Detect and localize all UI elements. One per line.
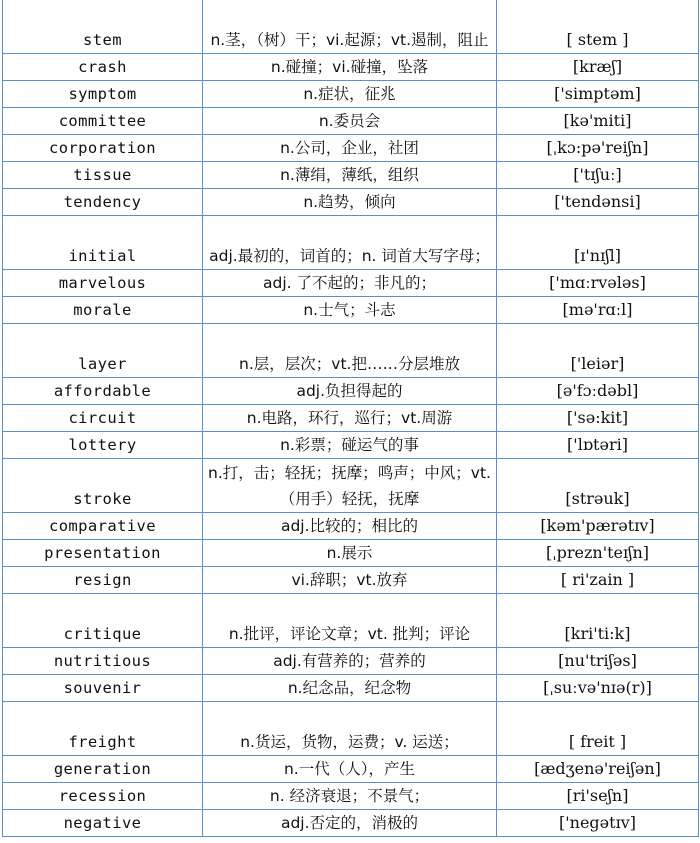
table-row <box>3 189 699 216</box>
definition-cell: n.货运，货物，运费；v. 运送； <box>203 702 497 756</box>
table-row <box>3 756 699 783</box>
phonetic-cell: [ɪ'nɪʃl] <box>497 216 699 270</box>
table-row <box>3 405 699 432</box>
phonetic-cell: [nu'triʃəs] <box>497 648 699 675</box>
word-cell: marvelous <box>3 270 203 297</box>
vocabulary-table <box>2 0 699 837</box>
table-row <box>3 324 699 378</box>
table-row <box>3 459 699 513</box>
definition-cell: n.公司，企业，社团 <box>203 135 497 162</box>
word-cell: souvenir <box>3 675 203 702</box>
table-row <box>3 675 699 702</box>
word-cell: stem <box>3 0 203 54</box>
definition-cell: n.薄绢，薄纸，组织 <box>203 162 497 189</box>
word-cell: committee <box>3 108 203 135</box>
phonetic-cell: [ˌsuːvə'nɪə(r)] <box>497 675 699 702</box>
definition-cell: n.一代（人），产生 <box>203 756 497 783</box>
word-cell: presentation <box>3 540 203 567</box>
definition-cell: n. 经济衰退；不景气； <box>203 783 497 810</box>
definition-cell: adj.比较的；相比的 <box>203 513 497 540</box>
phonetic-cell: [ri'seʃn] <box>497 783 699 810</box>
table-row <box>3 513 699 540</box>
word-cell: freight <box>3 702 203 756</box>
word-cell: crash <box>3 54 203 81</box>
word-cell: lottery <box>3 432 203 459</box>
phonetic-cell: [strəuk] <box>497 459 699 513</box>
definition-cell: adj.最初的，词首的；n. 词首大写字母； <box>203 216 497 270</box>
table-row <box>3 540 699 567</box>
phonetic-cell: [ ri'zain ] <box>497 567 699 594</box>
word-cell: negative <box>3 810 203 837</box>
phonetic-cell: [kri'ti:k] <box>497 594 699 648</box>
table-row <box>3 783 699 810</box>
word-cell: tissue <box>3 162 203 189</box>
table-row <box>3 594 699 648</box>
definition-cell: adj.有营养的；营养的 <box>203 648 497 675</box>
phonetic-cell: [ˌkɔ:pə'reiʃn] <box>497 135 699 162</box>
word-cell: nutritious <box>3 648 203 675</box>
table-row <box>3 810 699 837</box>
definition-cell: n.委员会 <box>203 108 497 135</box>
phonetic-cell: ['sə:kit] <box>497 405 699 432</box>
word-cell: corporation <box>3 135 203 162</box>
definition-cell: n.士气；斗志 <box>203 297 497 324</box>
table-row <box>3 378 699 405</box>
definition-cell: n.电路，环行，巡行；vt.周游 <box>203 405 497 432</box>
word-cell: initial <box>3 216 203 270</box>
table-row <box>3 567 699 594</box>
phonetic-cell: ['tendənsi] <box>497 189 699 216</box>
table-row <box>3 0 699 54</box>
definition-cell: n.展示 <box>203 540 497 567</box>
word-cell: affordable <box>3 378 203 405</box>
word-cell: stroke <box>3 459 203 513</box>
phonetic-cell: ['leiər] <box>497 324 699 378</box>
definition-cell: adj. 了不起的；非凡的； <box>203 270 497 297</box>
definition-cell: n.层，层次；vt.把……分层堆放 <box>203 324 497 378</box>
phonetic-cell: [mə'rɑːl] <box>497 297 699 324</box>
definition-cell: n.打，击；轻抚；抚摩；鸣声；中风；vt.（用手）轻抚，抚摩 <box>203 459 497 513</box>
definition-cell: n.症状，征兆 <box>203 81 497 108</box>
phonetic-cell: ['mɑːrvələs] <box>497 270 699 297</box>
word-cell: morale <box>3 297 203 324</box>
word-cell: critique <box>3 594 203 648</box>
word-cell: comparative <box>3 513 203 540</box>
table-row <box>3 270 699 297</box>
table-row <box>3 135 699 162</box>
definition-cell: n.趋势，倾向 <box>203 189 497 216</box>
table-row <box>3 81 699 108</box>
table-row <box>3 54 699 81</box>
table-row <box>3 216 699 270</box>
table-row <box>3 108 699 135</box>
word-cell: layer <box>3 324 203 378</box>
phonetic-cell: ['simptəm] <box>497 81 699 108</box>
definition-cell: n.纪念品，纪念物 <box>203 675 497 702</box>
word-cell: recession <box>3 783 203 810</box>
phonetic-cell: ['tɪʃuː] <box>497 162 699 189</box>
definition-cell: n.批评，评论文章；vt. 批判；评论 <box>203 594 497 648</box>
word-cell: symptom <box>3 81 203 108</box>
word-cell: tendency <box>3 189 203 216</box>
table-row <box>3 702 699 756</box>
definition-cell: adj.负担得起的 <box>203 378 497 405</box>
phonetic-cell: [ freit ] <box>497 702 699 756</box>
phonetic-cell: [ˌprezn'teɪʃn] <box>497 540 699 567</box>
phonetic-cell: [ə'fɔːdəbl] <box>497 378 699 405</box>
table-row <box>3 297 699 324</box>
word-cell: circuit <box>3 405 203 432</box>
phonetic-cell: [ stem ] <box>497 0 699 54</box>
definition-cell: n.碰撞；vi.碰撞，坠落 <box>203 54 497 81</box>
phonetic-cell: [kræʃ] <box>497 54 699 81</box>
phonetic-cell: ['negətɪv] <box>497 810 699 837</box>
definition-cell: n.茎，（树）干；vi.起源；vt.遏制，阻止 <box>203 0 497 54</box>
definition-cell: adj.否定的，消极的 <box>203 810 497 837</box>
word-cell: resign <box>3 567 203 594</box>
word-cell: generation <box>3 756 203 783</box>
phonetic-cell: [ædʒenə'reiʃən] <box>497 756 699 783</box>
phonetic-cell: [kəm'pærətɪv] <box>497 513 699 540</box>
definition-cell: vi.辞职；vt.放弃 <box>203 567 497 594</box>
table-row <box>3 162 699 189</box>
table-row <box>3 432 699 459</box>
definition-cell: n.彩票；碰运气的事 <box>203 432 497 459</box>
table-row <box>3 648 699 675</box>
phonetic-cell: ['lɒtəri] <box>497 432 699 459</box>
phonetic-cell: [kə'miti] <box>497 108 699 135</box>
